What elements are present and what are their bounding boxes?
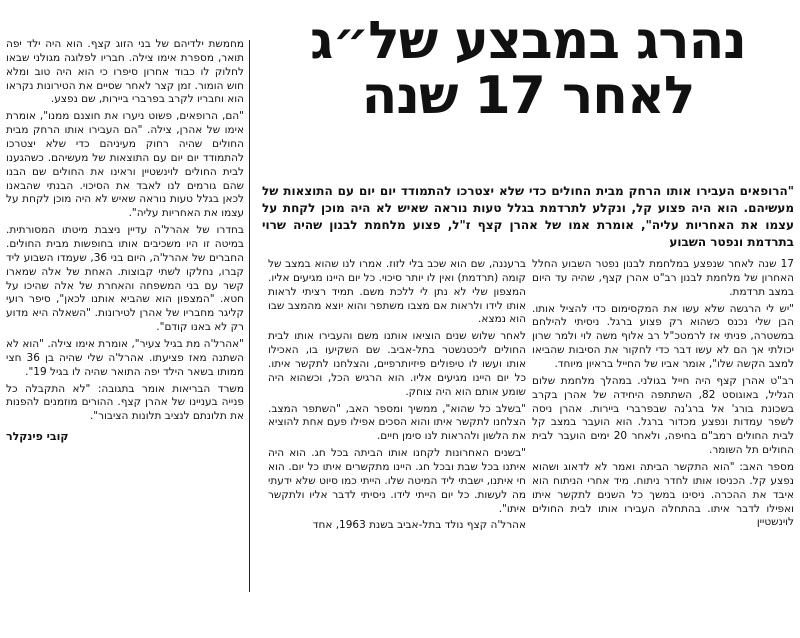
- headline-line-2: לאחר 17 שנה: [361, 65, 695, 126]
- paragraph: לאחר שלוש שנים הוציאו אותנו משם והעבירו אותו לבית החולים ליכטנשטר בתל-אביב. שם השקיעו בו, האכילו אותו ועשו לו טיפולים פיזיותרפיים, והצלחנו לתקשר איתו. כל יום היינו מגיעים אליו. הוא הרגיש הכל, וכשהוא היה שומע אותם הוא היה צוחק.: [268, 330, 526, 398]
- right-text-column: [532, 258, 794, 600]
- lead-paragraph: "הרופאים העבירו אותו הרחק מבית החולים כדי שלא יצטרכו להתמודד יום יום עם התוצאות של מעשיהם. הוא היה פצוע קל, ונקלע לתרדמת בגלל טעות נוראה שאיש לא היה מוכן לקחת על עצמו את האחריות עליה", אומרת אמו של אהרן קצף ז"ל, פצוע מלחמת לבנון שהיה שרוי בתרדמת ונפטר השבוע: [262, 184, 794, 250]
- paragraph: אהרל'ה קצף נולד בתל-אביב בשנת 1963, אחד: [312, 519, 526, 532]
- paragraph: בחדרו של אהרל'ה עדיין ניצבת מיטתו המסורתית. במיטה זו היו משכיבים אותו בחופשות מבית החולים. החברים של אהרל'ה, היום בני 36, שעמדו השבוע ליד קברו, נחלקו לשתי קבוצות. האחת של אלה שמארו קשר עם בני המשפחה והאחרת של אלה שהיכו על חטא. "המצפון הוא שהביא אותנו לכאן", סיפר רועי קליגר מחבריו של אהרן לטירונות. "השאלה היא מדוע רק לא באנו קודם".: [6, 224, 244, 334]
- paragraph: "אהרל'ה מת בגיל צעיר", אומרת אימו צילה. "הוא לא השתנה מאז פציעתו. אהרל'ה שלי שהיה בן 36 חצי ממותו בשאר הילד יפה התואר שהיה לו בגיל 19".: [6, 338, 244, 378]
- article-headline: [262, 11, 794, 126]
- paragraph: "בשנים האחרונות לקחנו אותו הביתה בכל חג. הוא היה איתנו בכל שבת ובכל חג. היינו מתקשרים איתו כל יום. הוא חי איתנו, ישבתי ליד המיטה שלו. הייתי כמו סיוט שלא ידעתי מה לעשות. כל יום הייתי לידו. ניסיתי לדבר אליו ולתקשר איתו".: [268, 447, 526, 515]
- left-text-column: [6, 38, 244, 638]
- paragraph: "יש לי הרגשה שלא עשו את המקסימום כדי להציל אותו. הבן שלי נכנס כשהוא רק פצוע ברגל. ניסיתי להילחם במשטרה, פניתי אז לרמטכ"ל רב אלוף משה לוי ולמר שרון יכולתי אך הם לא עשו דבר כדי לחקור את הסיבות שהביאו למצב הקשה שלו", אומר אביו של החייל בראיון מיוחד.: [532, 302, 794, 371]
- paragraph: מחמשת ילדיהם של בני הזוג קצף. הוא היה ילד יפה תואר, מספרת אימו צילה. חבריו לפלוגה מגולני שבאו לחלוק לו כבוד אחרון סיפרו כי הוא היה טוב ומלא חוש הומור. זמן קצר לאחר שסיים את הטירונות נקראו הוא וחבריו לקרב בפרברי ביירות, שם נפצע.: [6, 38, 244, 106]
- paragraph: מספר האב: "הוא התקשר הביתה ואמר לא לדאוג ושהוא נפצע קל. הכניסו אותו לחדר ניתוח. מיד אחרי הניתוח הוא איבד את ההכרה. ניסינו במשך כל השנים לתקשר איתו ואפילו לדבר איתו. בהתחלה העבירו אותו לבית החולים לוינשטיין: [532, 461, 794, 529]
- paragraph: משרד הבריאות אומר בתגובה: "לא התקבלה כל פנייה בעניינו של אהרן קצף. ההורים מוזמנים להפנות את תלונתם לנציב תלונות הציבור".: [6, 382, 244, 423]
- paragraph: 17 שנה לאחר שנפצע במלחמת לבנון נפטר השבוע החלל האחרון של מלחמת לבנון רב"ט אהרן קצף, שהיה עד היום במצב תרדמת.: [532, 258, 794, 298]
- paragraph: ברעננה, שם הוא שכב בלי לזוז. אמרו לנו שהוא במצב של קומה (תרדמת) ואין לו יותר סיכוי. כל יום היינו מגיעים אליו. המצפון שלי לא נתן לי ללכת משם. תמיד רציתי לראות אותו לידו ולראות אם מצבו משתפר והוא יוצא מהמצב שבו הוא נמצא.: [268, 258, 526, 326]
- paragraph: "בשלב כל שהוא", ממשיך ומספר האב, "השתפר המצב. הצלחנו לתקשר איתו והוא הסכים אפילו פעם אחת להוציא את הלשון ולהראות לנו סימן חיים.: [268, 402, 526, 443]
- byline: קובי פינקלר: [6, 430, 69, 444]
- paragraph: "הם, הרופאים, פשוט ניערו את חוצנם ממנו", אומרת אימו של אהרן, צילה. "הם העבירו אותו הרחק מבית החולים שהיה רחוק מעיניהם כדי שלא יצטרכו להתמודד יום יום עם התוצאות של מעשיהם. כשהגענו לבית החולים לוינשטיין וראינו את החולים שם הבנו שהם גורמים לנו לאבד את הסיכוי. הבנתי שהבאנו לכאן בגלל טעות נוראה שאיש לא היה מוכן לקחת על עצמו את האחריות עליה".: [6, 110, 244, 220]
- headline-line-1: נהרג במבצע של״ג: [310, 11, 746, 71]
- paragraph: רב"ט אהרן קצף היה חייל בגולני. במהלך מלחמת שלום הגליל, באוגוסט 82, השתתפה היחידה של אהרן בקרב בשכונת בורג' אל ברג'נה שבפרברי ביירות. אהרן ניסה לשפר עמדות ונפצע מכדור ברגל. הוא הועבר במצב קל לבית החולים רמב"ם בחיפה, ולאחר 20 ימים הועבר לבית החולים תל השומר.: [532, 374, 794, 457]
- middle-text-column: [268, 258, 526, 600]
- column-divider: [249, 40, 250, 592]
